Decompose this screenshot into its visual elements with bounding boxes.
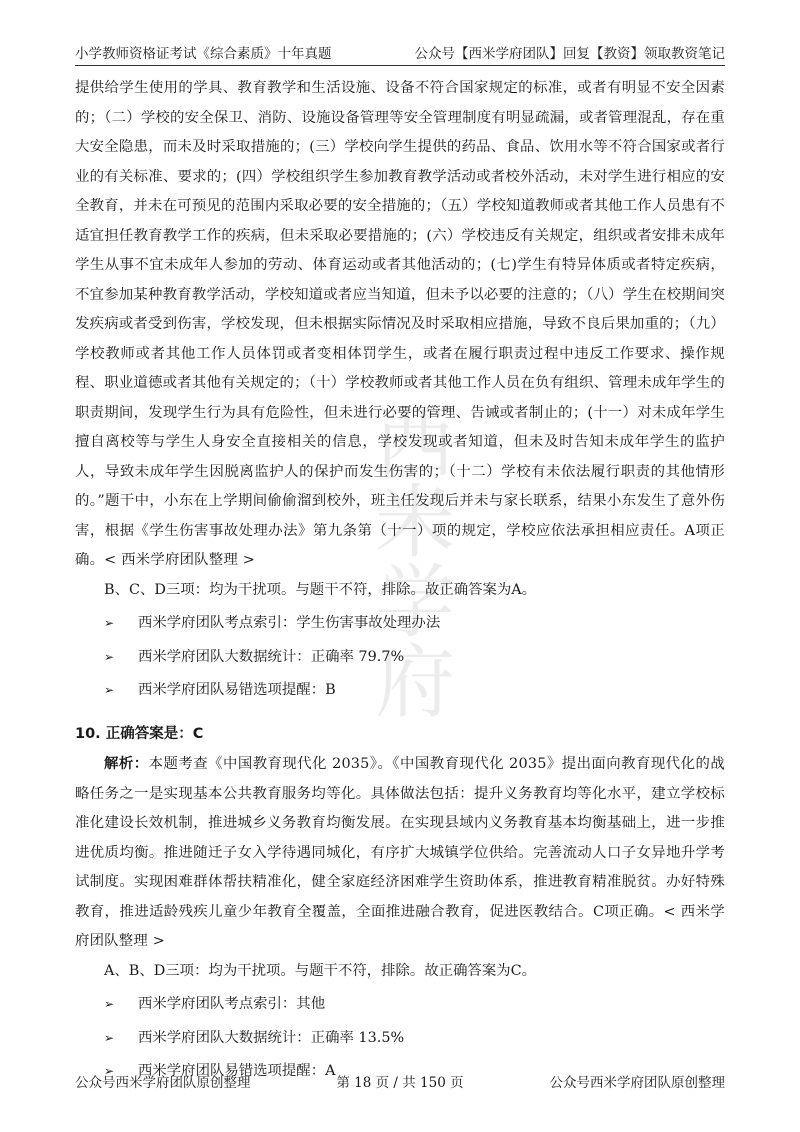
q10-bullet-item bbox=[75, 990, 725, 1020]
q9-bullet-text: 西米学府团队考点索引：学生伤害事故处理办法 bbox=[138, 615, 441, 631]
page-header bbox=[75, 40, 725, 66]
page-footer bbox=[75, 1071, 725, 1091]
header-left: 小学教师资格证考试《综合素质》十年真题 bbox=[75, 46, 332, 62]
q9-bullet-text: 西米学府团队大数据统计：正确率 79.7% bbox=[138, 648, 405, 665]
q9-bullet-item bbox=[75, 609, 725, 639]
q10-bullet-text: 西米学府团队大数据统计：正确率 13.5% bbox=[138, 1029, 405, 1046]
q9-analysis-continuation: 提供给学生使用的学具、教育教学和生活设施、设备不符合国家规定的标准，或者有明显不安全因素的；（二）学校的安全保卫、消防、设施设备管理等安全管理制度有明显疏漏，或者管理混乱，存在重大安全隐患，而未及时采取措施的；(三）学校向学生提供的药品、食品、饮用水等不符合国家或者行业的有关标准、要求的；(四）学校组织学生参加教育教学活动或者校外活动，未对学生进行相应的安全教育，并未在可预见的范围内采取必要的安全措施的；（五）学校知道教师或者其他工作人员患有不适宜担任教育教学工作的疾病，但未采取必要措施的；(六）学校违反有关规定，组织或者安排未成年学生从事不宜未成年人参加的劳动、体育运动或者其他活动的；(七)学生有特异体质或者特定疾病，不宜参加某种教育教学活动，学校知道或者应当知道，但未予以必要的注意的；（八）学生在校期间突发疾病或者受到伤害，学校发现，但未根据实际情况及时采取相应措施，导致不良后果加重的；（九）学校教师或者其他工作人员体罚或者变相体罚学生，或者在履行职责过程中违反工作要求、操作规程、职业道德或者其他有关规定的；（十）学校教师或者其他工作人员在负有组织、管理未成年学生的职责期间，发现学生行为具有危险性，但未进行必要的管理、告诫或者制止的；(十一）对未成年学生擅自离校等与学生人身安全直接相关的信息，学校发现或者知道，但未及时告知未成年学生的监护人，导致未成年学生因脱离监护人的保护而发生伤害的；（十二）学校有未依法履行职责的其他情形的。”题干中，小东在上学期间偷偷溜到校外，班主任发现后并未与家长联系，结果小东发生了意外伤害，根据《学生伤害事故处理办法》第九条第（十一）项的规定，学校应依法承担相应责任。A项正确。< 西米学府团队整理 > bbox=[75, 80, 725, 568]
arrow-bullet-icon: ➢ bbox=[104, 683, 115, 697]
q9-other-options: B、C、D三项：均为干扰项。与题干不符，排除。故正确答案为A。 bbox=[104, 581, 537, 598]
q10-analysis-label: 解析： bbox=[104, 755, 149, 772]
q10-analysis-text: 本题考查《中国教育现代化 2035》。《中国教育现代化 2035》提出面向教育现代化的战略任务之一是实现基本公共教育服务均等化。具体做法包括：提升义务教育均等化水平，建立学校标准化建设长效机制，推进城乡义务教育均衡发展。在实现县域内义务教育基本均衡基础上，进一步推进优质均衡。推进随迁子女入学待遇同城化，有序扩大城镇学位供给。完善流动人口子女异地升学考试制度。实现困难群体帮扶精准化，健全家庭经济困难学生资助体系，推进教育精准脱贫。办好特殊教育，推进适龄残疾儿童少年教育全覆盖，全面推进融合教育，促进医教结合。C项正确。< 西米学府团队整理 > bbox=[75, 756, 725, 949]
q10-bullet-text: 西米学府团队考点索引：其他 bbox=[138, 996, 326, 1012]
q10-other-options: A、B、D三项：均为干扰项。与题干不符，排除。故正确答案为C。 bbox=[104, 962, 537, 979]
arrow-bullet-icon: ➢ bbox=[104, 997, 115, 1011]
q10-analysis bbox=[75, 749, 725, 957]
page-content bbox=[75, 74, 725, 1087]
footer-right: 公众号西米学府团队原创整理 bbox=[549, 1075, 725, 1091]
svg-text:西: 西 bbox=[375, 396, 455, 489]
svg-text:学: 学 bbox=[375, 556, 455, 649]
page-number: 第 18 页 / 共 150 页 bbox=[336, 1075, 464, 1091]
arrow-bullet-icon: ➢ bbox=[104, 649, 115, 664]
q9-bullet-item bbox=[75, 676, 725, 706]
svg-text:米: 米 bbox=[375, 476, 455, 569]
q9-bullet-text: 西米学府团队易错选项提醒：B bbox=[138, 682, 336, 698]
arrow-bullet-icon: ➢ bbox=[104, 616, 115, 630]
svg-text:府: 府 bbox=[375, 636, 455, 729]
q10-bullet-item bbox=[75, 1024, 725, 1054]
header-right: 公众号【西米学府团队】回复【教资】领取教资笔记 bbox=[414, 46, 725, 62]
footer-left: 公众号西米学府团队原创整理 bbox=[75, 1075, 251, 1091]
q9-bullet-item bbox=[75, 643, 725, 673]
q10-title: 10. 正确答案是：C bbox=[75, 725, 204, 742]
arrow-bullet-icon: ➢ bbox=[104, 1030, 115, 1045]
q10-bullet-text: 西米学府团队易错选项提醒：A bbox=[138, 1063, 336, 1079]
arrow-bullet-icon: ➢ bbox=[104, 1064, 115, 1078]
